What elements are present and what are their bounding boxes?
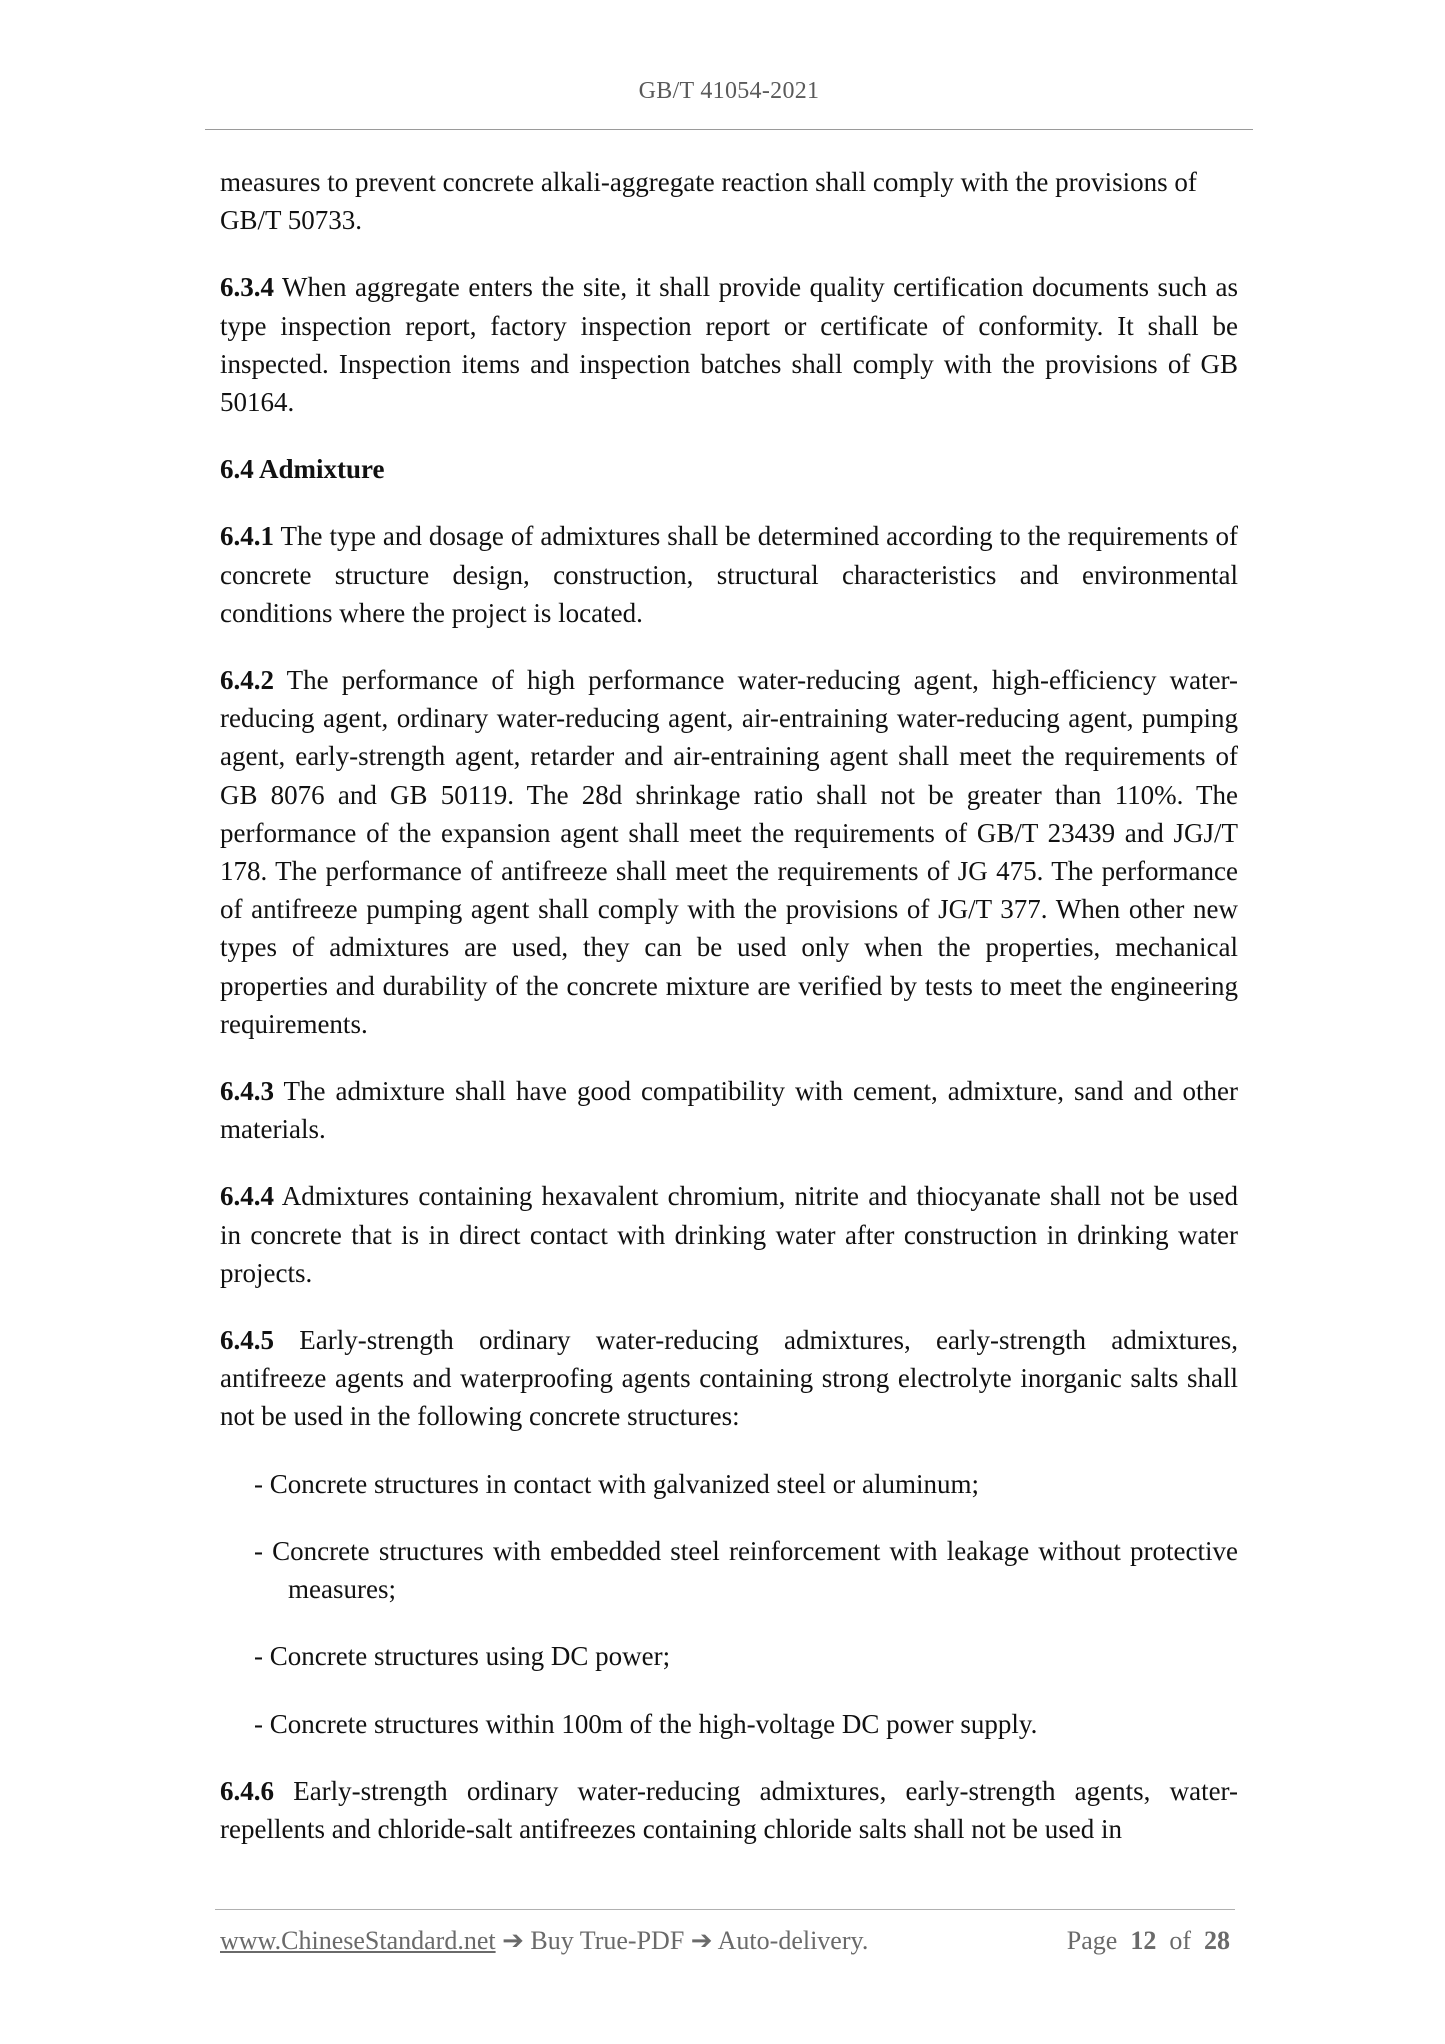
clause-number: 6.4.1 [220, 521, 274, 552]
website-link[interactable]: www.ChineseStandard.net [220, 1926, 496, 1955]
page-label: Page [1066, 1926, 1118, 1955]
clause-number: 6.4.4 [220, 1181, 274, 1212]
clause-6-4-6 [220, 1772, 1238, 1848]
buy-pdf-text: Buy True-PDF [523, 1926, 691, 1955]
page-total: 28 [1204, 1926, 1230, 1955]
list-item: - Concrete structures with embedded steel reinforcement with leakage without protective measures; [254, 1535, 1238, 1605]
document-body [220, 163, 1238, 1877]
clause-6-4-5 [220, 1321, 1238, 1436]
clause-number: 6.4.5 [220, 1325, 274, 1356]
clause-6-4-4 [220, 1177, 1238, 1292]
page-indicator [1067, 1926, 1230, 1956]
clause-text: Early-strength ordinary water-reducing admixtures, early-strength agents, water-repellents and chloride-salt antifreezes containing chloride salts shall not be used in [220, 1775, 1238, 1844]
clause-number: 6.4.3 [220, 1076, 274, 1107]
header-divider [205, 129, 1253, 130]
clause-6-4-3 [220, 1072, 1238, 1148]
clause-number: 6.4.2 [220, 665, 274, 696]
clause-text: Admixtures containing hexavalent chromium, nitrite and thiocyanate shall not be used in concrete that is in direct contact with drinking water after construction in drinking water projects. [220, 1181, 1238, 1288]
clause-6-4-1 [220, 517, 1238, 632]
document-header: GB/T 41054-2021 [638, 78, 820, 104]
clause-number: 6.3.4 [220, 272, 274, 303]
list-item: - Concrete structures using DC power; [254, 1641, 671, 1672]
footer-divider [215, 1909, 1235, 1910]
arrow-right-icon: ➔ [502, 1926, 524, 1955]
paragraph-intro: measures to prevent concrete alkali-aggregate reaction shall comply with the provisions of GB/T 50733. [220, 167, 1197, 236]
clause-text: The admixture shall have good compatibility with cement, admixture, sand and other materials. [220, 1076, 1238, 1145]
clause-6-4-2 [220, 661, 1238, 1043]
clause-text: When aggregate enters the site, it shall provide quality certification documents such as type inspection report, factory inspection report or certificate of conformity. It shall be inspected. Inspection items and inspection batches shall comply with the provisions of GB 50164. [220, 272, 1238, 418]
clause-text: Early-strength ordinary water-reducing admixtures, early-strength admixtures, antifreeze agents and waterproofing agents containing strong electrolyte inorganic salts shall not be used in the following concrete structures: [220, 1325, 1238, 1432]
clause-6-3-4 [220, 268, 1238, 421]
section-heading-6-4: 6.4 Admixture [220, 454, 385, 485]
clause-text: The performance of high performance water-reducing agent, high-efficiency water-reducing agent, ordinary water-reducing agent, air-entraining water-reducing agent, pumping agent, early-strength agent, retarder and air-entraining agent shall meet the requirements of GB 8076 and GB 50119. The 28d shrinkage ratio shall not be greater than 110%. The performance of the expansion agent shall meet the requirements of GB/T 23439 and JGJ/T 178. The performance of antifreeze shall meet the requirements of JG 475. The performance of antifreeze pumping agent shall comply with the provisions of JG/T 377. When other new types of admixtures are used, they can be used only when the properties, mechanical properties and durability of the concrete mixture are verified by tests to meet the engineering requirements. [220, 665, 1238, 1039]
of-label: of [1169, 1926, 1191, 1955]
page-number: 12 [1130, 1926, 1157, 1955]
arrow-right-icon: ➔ [690, 1926, 713, 1955]
clause-text: The type and dosage of admixtures shall be determined according to the requirements of concrete structure design, construction, structural characteristics and environmental conditions where the project is located. [220, 521, 1238, 628]
auto-delivery-text: Auto-delivery. [712, 1926, 869, 1955]
page-footer [220, 1926, 1230, 1956]
list-item: - Concrete structures in contact with galvanized steel or aluminum; [254, 1468, 980, 1499]
list-item: - Concrete structures within 100m of the high-voltage DC power supply. [254, 1708, 1038, 1739]
clause-number: 6.4.6 [220, 1775, 274, 1806]
